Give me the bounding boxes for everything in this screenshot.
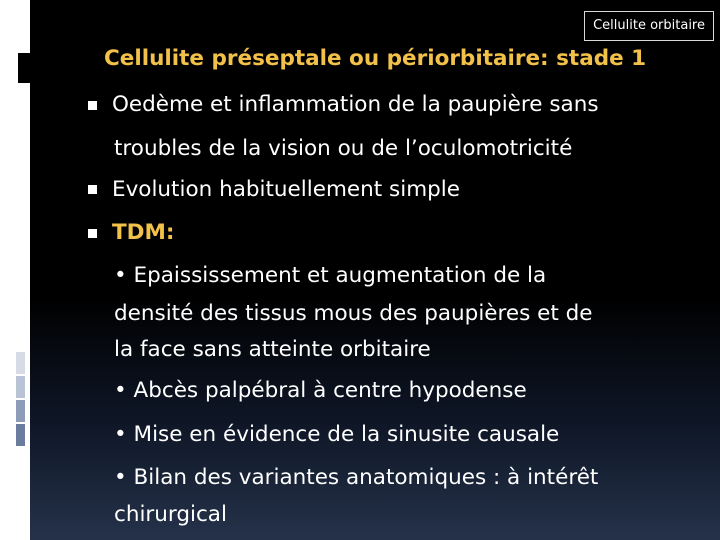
bullet-text-continued: troubles de la vision ou de l’oculomotricité: [114, 136, 573, 161]
tdm-label: TDM:: [112, 220, 175, 245]
sub-item-text: • Bilan des variantes anatomiques : à intérêt: [114, 465, 599, 490]
square-bullet-icon: [88, 229, 97, 238]
left-decorative-bar: [0, 0, 30, 540]
bar-strip: [16, 376, 25, 398]
sub-item-text-continued: densité des tissus mous des paupières et de: [114, 301, 593, 326]
square-bullet-icon: [88, 185, 97, 194]
bar-strip: [16, 352, 25, 374]
bar-strip: [16, 400, 25, 422]
sub-item-text: • Abcès palpébral à centre hypodense: [114, 378, 527, 403]
bullet-text: Oedème et inflammation de la paupière sans: [112, 92, 599, 117]
bullet-text: Evolution habituellement simple: [112, 177, 460, 202]
square-bullet-icon: [88, 101, 97, 110]
bar-strip: [16, 424, 25, 446]
sub-item-text-continued: chirurgical: [114, 502, 227, 527]
sub-item-text: • Mise en évidence de la sinusite causale: [114, 422, 560, 447]
slide-title-badge: Cellulite orbitaire: [584, 11, 714, 41]
bar-marker: [18, 53, 32, 83]
slide-heading: Cellulite préseptale ou périorbitaire: stade 1: [104, 46, 647, 71]
sub-item-text: • Epaississement et augmentation de la: [114, 263, 547, 288]
sub-item-text-continued: la face sans atteinte orbitaire: [114, 337, 431, 362]
